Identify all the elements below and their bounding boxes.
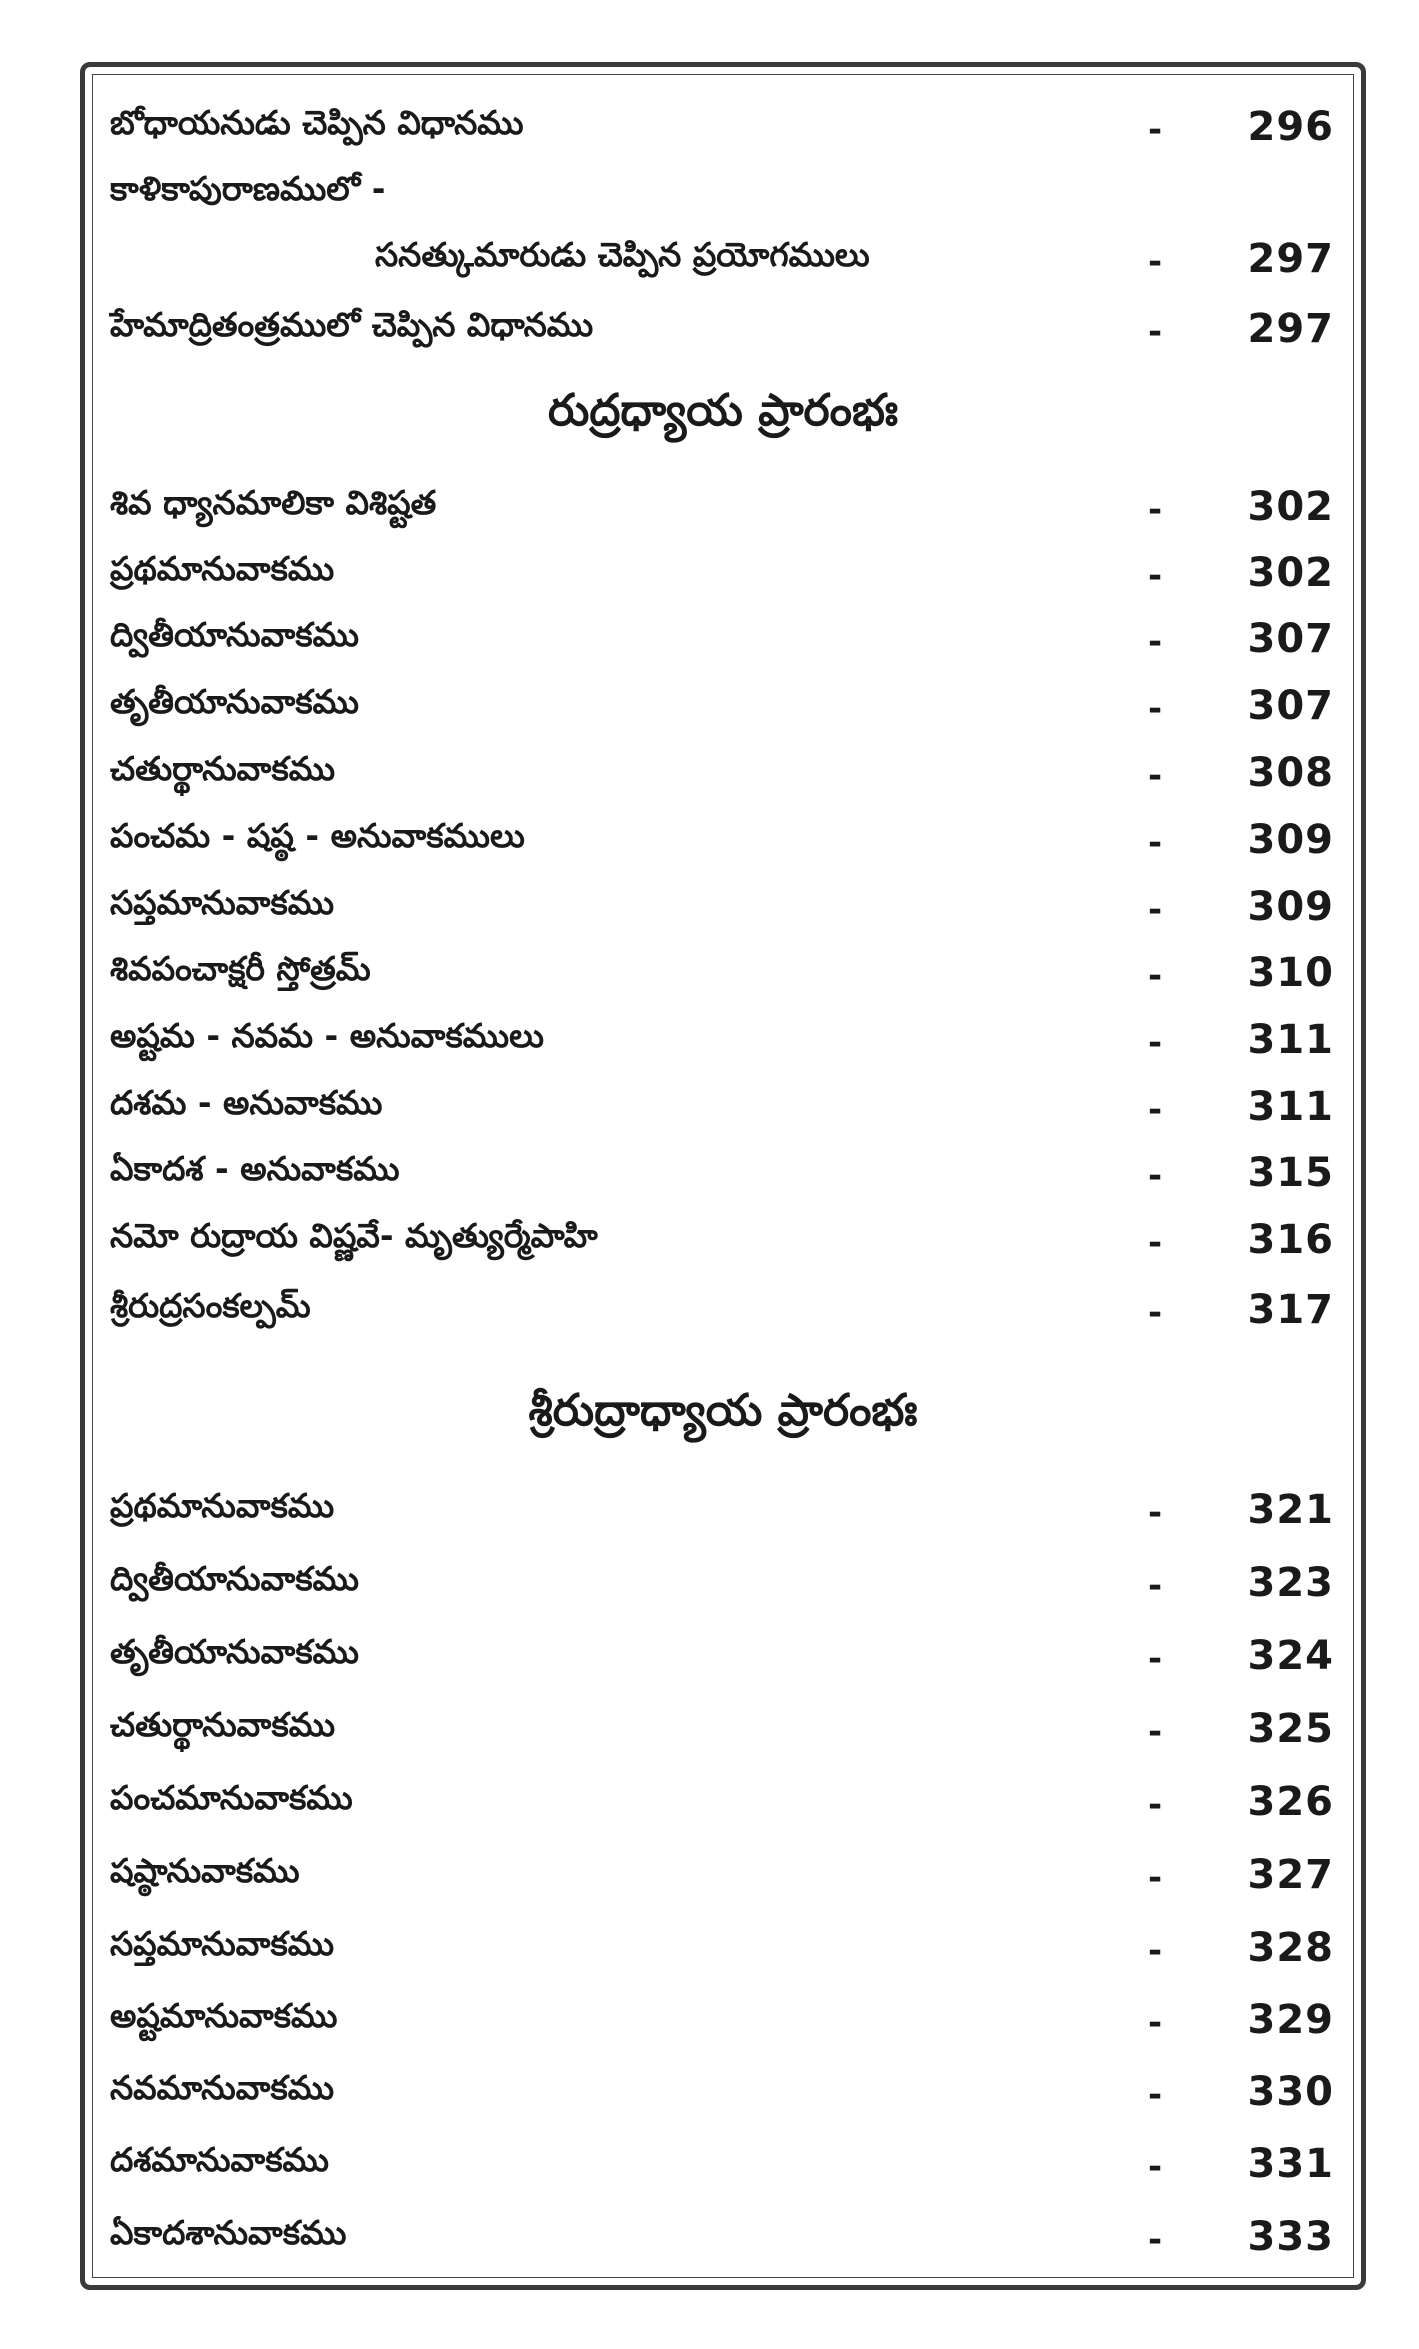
toc-entry-dash: - [1148, 242, 1163, 282]
toc-entry [110, 612, 1334, 668]
toc-entry-title: దశమ - అనువాకము [110, 1083, 383, 1122]
toc-entry [110, 232, 1334, 288]
toc-entry-dash: - [1148, 1858, 1163, 1898]
toc-entry-dash: - [1148, 1639, 1163, 1679]
toc-entry-page: 323 [1247, 1560, 1334, 1606]
toc-entry-title: చతుర్థానువాకము [110, 749, 336, 788]
toc-entry-page: 315 [1247, 1150, 1334, 1196]
toc-entry-title: హేమాద్రితంత్రములో చెప్పిన విధానము [110, 305, 594, 344]
toc-entry-dash: - [1148, 1931, 1163, 1971]
toc-entry-page: 328 [1247, 1925, 1334, 1971]
toc-entry-dash: - [1148, 890, 1163, 930]
toc-entry-page: 307 [1247, 683, 1334, 729]
toc-entry-dash: - [1148, 756, 1163, 796]
toc-entry [110, 1993, 1334, 2049]
toc-entry-dash: - [1148, 110, 1163, 150]
toc-entry-dash: - [1148, 622, 1163, 662]
toc-entry-title: అష్టమ - నవమ - అనువాకములు [110, 1016, 544, 1055]
toc-entry [110, 1080, 1334, 1136]
toc-entry [110, 166, 1334, 222]
toc-entry-title: నవమానువాకము [110, 2068, 335, 2107]
toc-entry-page: 296 [1247, 104, 1334, 150]
toc-entry-title: బోధాయనుడు చెప్పిన విధానము [110, 103, 524, 142]
toc-entry-title: ఏకాదశ - అనువాకము [110, 1149, 400, 1188]
toc-entry [110, 1283, 1334, 1339]
toc-entry-dash: - [1148, 823, 1163, 863]
toc-entry-page: 316 [1247, 1217, 1334, 1263]
toc-entry [110, 946, 1334, 1002]
toc-entry-dash: - [1148, 1712, 1163, 1752]
toc-entry [110, 813, 1334, 869]
toc-entry-dash: - [1148, 1223, 1163, 1263]
toc-entry-title: శివపంచాక్షరీ స్తోత్రమ్ [110, 949, 371, 988]
toc-entry-page: 297 [1247, 236, 1334, 282]
toc-entry-page: 297 [1247, 306, 1334, 352]
toc-entry [110, 2065, 1334, 2121]
toc-entry-page: 307 [1247, 616, 1334, 662]
toc-entry-dash: - [1148, 1785, 1163, 1825]
toc-entry-page: 333 [1247, 2214, 1334, 2260]
toc-entry-title: నమో రుద్రాయ విష్ణవే- మృత్యుర్మేపాహి [110, 1216, 598, 1255]
toc-entry-page: 311 [1247, 1084, 1334, 1130]
toc-entry-dash: - [1148, 2147, 1163, 2187]
toc-entry-page: 317 [1247, 1287, 1334, 1333]
toc-entry [110, 1483, 1334, 1539]
toc-entry-dash: - [1148, 1023, 1163, 1063]
toc-entry-dash: - [1148, 2003, 1163, 2043]
toc-entry [110, 1702, 1334, 1758]
toc-entry-page: 309 [1247, 817, 1334, 863]
toc-entry-title: పంచమ - షష్ఠ - అనువాకములు [110, 816, 525, 855]
toc-entry-title: ప్రథమానువాకము [110, 549, 335, 588]
toc-entry-page: 308 [1247, 750, 1334, 796]
toc-entry-page: 327 [1247, 1852, 1334, 1898]
toc-entry-title: శివ ధ్యానమాలికా విశిష్టత [110, 483, 437, 522]
toc-entry-dash: - [1148, 689, 1163, 729]
toc-entry-page: 309 [1247, 884, 1334, 930]
toc-entry [110, 1013, 1334, 1069]
toc-entry [110, 1848, 1334, 1904]
toc-entry-dash: - [1148, 2220, 1163, 2260]
toc-entry-dash: - [1148, 1156, 1163, 1196]
toc-entry-title: తృతీయానువాకము [110, 682, 359, 721]
toc-entry-page: 321 [1247, 1487, 1334, 1533]
toc-entry-title: ఏకాదశానువాకము [110, 2213, 347, 2252]
toc-entry-page: 329 [1247, 1997, 1334, 2043]
toc-entry [110, 679, 1334, 735]
toc-entry [110, 1146, 1334, 1202]
toc-entry-dash: - [1148, 490, 1163, 530]
toc-entry-page: 326 [1247, 1779, 1334, 1825]
toc-entry-page: 302 [1247, 550, 1334, 596]
toc-entry [110, 1213, 1334, 1269]
toc-entry-title: చతుర్థానువాకము [110, 1705, 336, 1744]
toc-entry-title: అష్టమానువాకము [110, 1996, 338, 2035]
toc-entry-title: పంచమానువాకము [110, 1778, 353, 1817]
toc-entry-page: 331 [1247, 2141, 1334, 2187]
toc-entry-dash: - [1148, 1566, 1163, 1606]
toc-entry-title: శ్రీరుద్రసంకల్పమ్ [110, 1286, 311, 1325]
toc-entry-page: 330 [1247, 2069, 1334, 2115]
toc-entry-title: కాళికాపురాణములో - [110, 169, 386, 208]
toc-entry [110, 1775, 1334, 1831]
toc-entry [110, 1921, 1334, 1977]
toc-entry [110, 2137, 1334, 2193]
toc-entry-title: ద్వితీయానువాకము [110, 1559, 359, 1598]
section-heading: శ్రీరుద్రాధ్యాయ ప్రారంభః [528, 1385, 918, 1436]
toc-entry [110, 2210, 1334, 2266]
toc-entry-dash: - [1148, 1293, 1163, 1333]
toc-entry-title: తృతీయానువాకము [110, 1632, 359, 1671]
toc-entry-title: షష్ఠానువాకము [110, 1851, 300, 1890]
toc-entry [110, 880, 1334, 936]
toc-entry [110, 546, 1334, 602]
toc-entry [110, 746, 1334, 802]
toc-entry-dash: - [1148, 1493, 1163, 1533]
section-heading: రుద్రధ్యాయ ప్రారంభః [548, 385, 898, 436]
toc-entry-dash: - [1148, 2075, 1163, 2115]
toc-entry-dash: - [1148, 556, 1163, 596]
toc-entry-title: దశమానువాకము [110, 2140, 329, 2179]
toc-entry-page: 302 [1247, 484, 1334, 530]
toc-entry [110, 480, 1334, 536]
toc-entry [110, 100, 1334, 156]
toc-entry-title: సనత్కుమారుడు చెప్పిన ప్రయోగములు [375, 235, 870, 274]
toc-entry-page: 325 [1247, 1706, 1334, 1752]
toc-entry-title: సప్తమానువాకము [110, 883, 335, 922]
toc-entry-title: ప్రథమానువాకము [110, 1486, 335, 1525]
toc-entry [110, 1629, 1334, 1685]
toc-entry-title: సప్తమానువాకము [110, 1924, 335, 1963]
toc-entry-dash: - [1148, 312, 1163, 352]
toc-entry-dash: - [1148, 956, 1163, 996]
toc-entry-dash: - [1148, 1090, 1163, 1130]
toc-entry-title: ద్వితీయానువాకము [110, 615, 359, 654]
toc-entry [110, 1556, 1334, 1612]
toc-entry-page: 310 [1247, 950, 1334, 996]
toc-entry-page: 311 [1247, 1017, 1334, 1063]
toc-entry-page: 324 [1247, 1633, 1334, 1679]
toc-entry [110, 302, 1334, 358]
